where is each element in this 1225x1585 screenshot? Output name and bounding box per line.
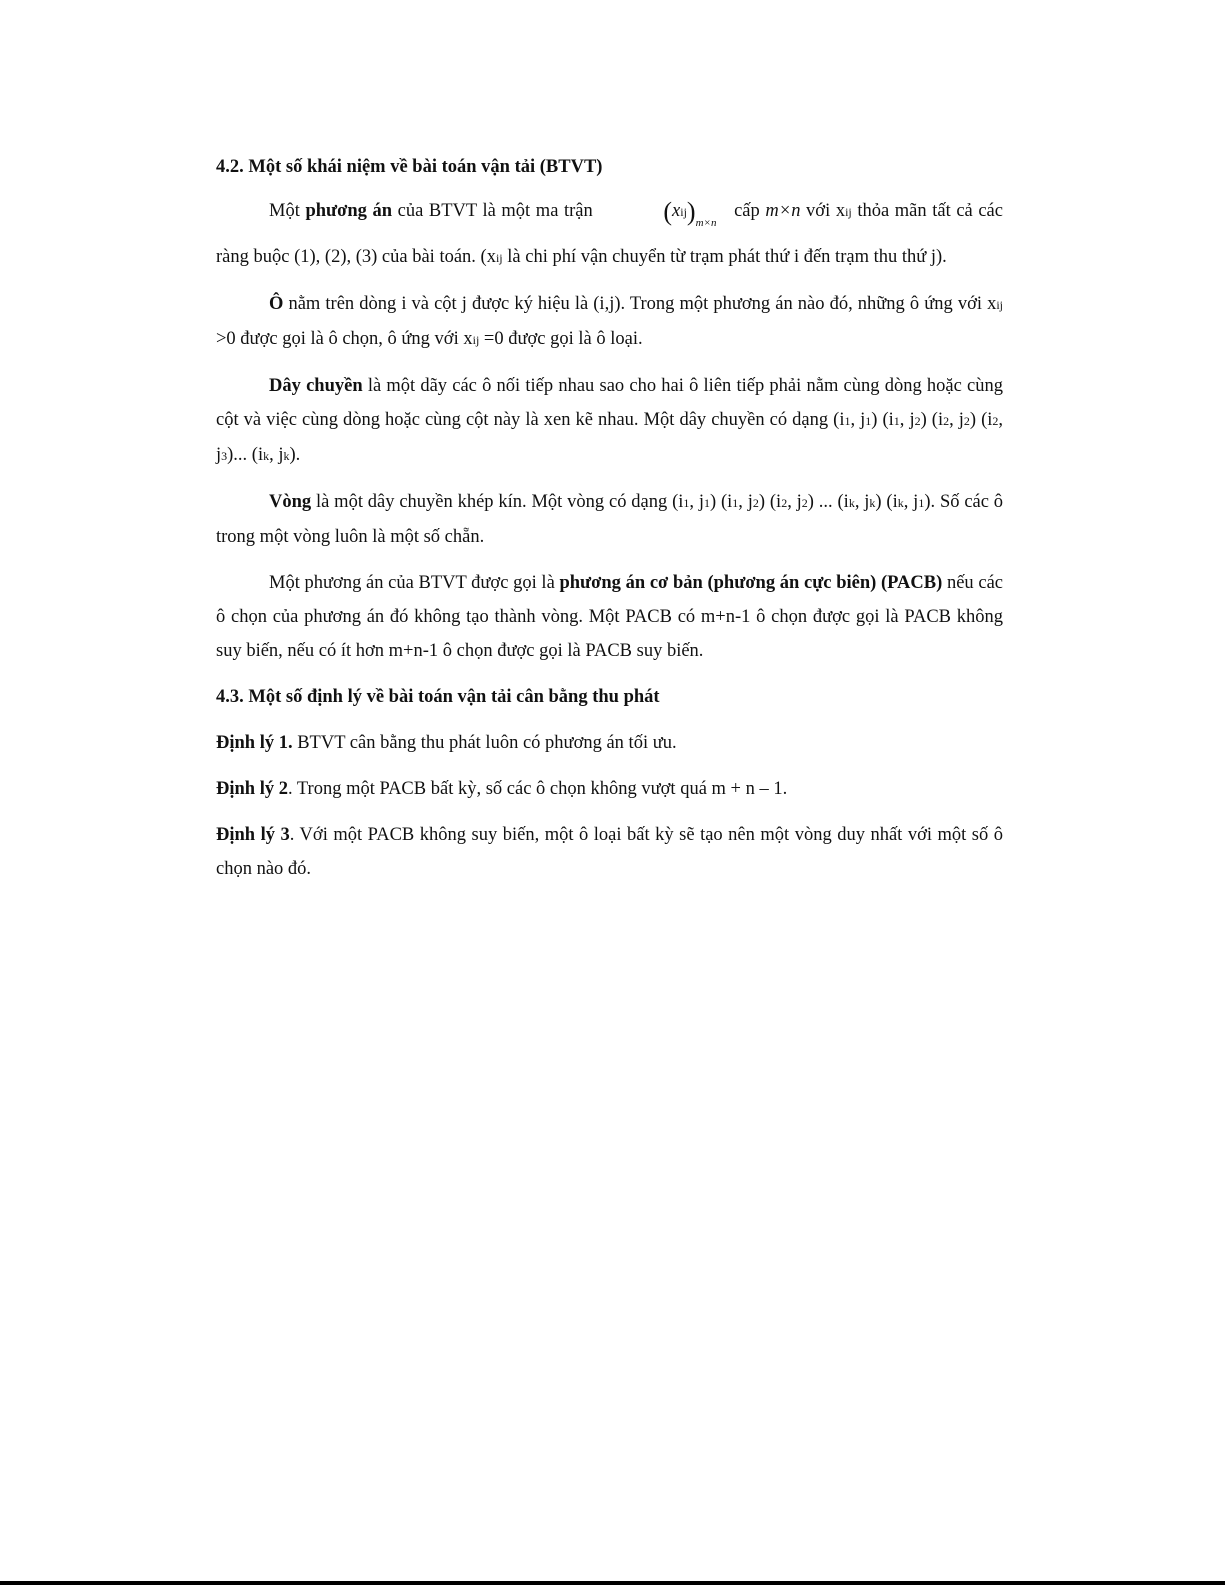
text: , j: [738, 492, 753, 512]
matrix-formula: $(xij)_{m\times n}$: [663, 197, 717, 229]
text: =0 được gọi là ô loại.: [479, 329, 643, 349]
theorem-1: [216, 726, 1003, 760]
text: , j: [787, 492, 802, 512]
theorem-3-text: . Với một PACB không suy biến, một ô loại bất kỳ sẽ tạo nên một vòng duy nhất với một số ô chọn nào đó.: [216, 825, 1004, 879]
subscript: k: [897, 496, 904, 510]
text: )... (i: [227, 445, 264, 465]
subscript: 2: [781, 496, 788, 510]
text: Một phương án của BTVT được gọi là: [269, 573, 560, 593]
text: , j: [899, 410, 915, 430]
text: nằm trên dòng i và cột j được ký hiệu là (i,j). Trong một phương án nào đó, những ô ứng với x: [283, 294, 997, 314]
theorem-3-label: Định lý 3: [216, 825, 290, 845]
text: ) (i: [969, 410, 993, 430]
theorem-3: [216, 818, 1003, 886]
text: thỏa mãn tất cả các ràng buộc (1), (2), (3) của bài toán. (x: [216, 201, 1003, 267]
text: nếu các ô chọn của phương án đó không tạo thành vòng. Một PACB có m+n-1 ô chọn được gọi là PACB không suy biến, nếu có ít hơn m+n-1 ô chọn được gọi là PACB suy biến.: [216, 573, 1003, 661]
text: ) (i: [920, 410, 944, 430]
subscript: 1: [732, 496, 739, 510]
paragraph-phuong-an: [216, 194, 1003, 275]
paragraph-vong: [216, 485, 1003, 554]
subscript: 2: [914, 414, 921, 428]
subscript: 1: [683, 496, 690, 510]
subscript: 1: [865, 414, 872, 428]
matrix-variable: x: [672, 201, 681, 221]
theorem-2: [216, 772, 1003, 806]
text: ) (i: [871, 410, 894, 430]
text: ) (i: [758, 492, 782, 512]
text: là một dãy các ô nối tiếp nhau sao cho hai ô liên tiếp phải nằm cùng dòng hoặc cùng cột và việc cùng dòng hoặc cùng cột này là xen kẽ nhau. Một dây chuyền có dạng (i: [216, 376, 1003, 430]
term-vong: Vòng: [269, 492, 312, 512]
text: với x: [800, 201, 846, 221]
term-pacb: phương án cơ bản (phương án cực biên) (PACB): [559, 573, 943, 593]
matrix-dimension: m×n: [695, 217, 717, 229]
text: cấp: [728, 201, 766, 221]
text: ) ... (i: [807, 492, 849, 512]
subscript: 3: [221, 449, 228, 463]
subscript: 2: [801, 496, 808, 510]
text: là chi phí vận chuyển từ trạm phát thứ i đến trạm thu thứ j).: [502, 247, 947, 267]
subscript: 2: [992, 414, 999, 428]
subscript: k: [263, 449, 270, 463]
text: , j: [269, 445, 284, 465]
matrix-subscript: ij: [680, 205, 687, 219]
subscript: k: [869, 496, 876, 510]
subscript: 2: [752, 496, 759, 510]
term-day-chuyen: Dây chuyền: [269, 376, 363, 396]
page-content: [216, 150, 1003, 886]
paragraph-o: [216, 287, 1003, 357]
text: , j: [850, 410, 866, 430]
paragraph-day-chuyen: [216, 369, 1003, 473]
subscript: ij: [996, 298, 1003, 312]
text: là một dây chuyền khép kín. Một vòng có dạng (i: [311, 492, 684, 512]
page-bottom-border: [0, 1581, 1225, 1585]
subscript: 2: [943, 414, 950, 428]
text: Một: [269, 201, 306, 221]
text: , j: [949, 410, 964, 430]
text: , j: [216, 410, 1004, 465]
text: ) (i: [709, 492, 733, 512]
text: , j: [689, 492, 704, 512]
subscript: 1: [703, 496, 710, 510]
section-4-3-heading: 4.3. Một số định lý về bài toán vận tải cân bằng thu phát: [216, 687, 660, 707]
paragraph-pacb: [216, 566, 1003, 668]
subscript: 1: [893, 414, 900, 428]
text: , j: [854, 492, 870, 512]
dimension-formula: m×n: [765, 201, 801, 221]
subscript: k: [283, 449, 290, 463]
subscript: k: [848, 496, 855, 510]
term-o: Ô: [269, 294, 284, 314]
text: ). Số các ô trong một vòng luôn là một số chẵn.: [216, 492, 1004, 547]
term-phuong-an: phương án: [305, 201, 393, 221]
theorem-2-label: Định lý 2: [216, 779, 288, 799]
text: , j: [903, 492, 919, 512]
subscript: ij: [845, 205, 852, 219]
text: ).: [289, 445, 301, 465]
subscript: 1: [844, 414, 851, 428]
text: ) (i: [875, 492, 898, 512]
theorem-1-label: Định lý 1.: [216, 733, 293, 753]
subscript: ij: [495, 251, 503, 265]
theorem-1-text: BTVT cân bằng thu phát luôn có phương án tối ưu.: [292, 733, 677, 753]
theorem-2-text: . Trong một PACB bất kỳ, số các ô chọn không vượt quá m + n – 1.: [287, 779, 788, 799]
section-4-2-heading: 4.2. Một số khái niệm về bài toán vận tải (BTVT): [216, 157, 603, 177]
subscript: 1: [918, 496, 925, 510]
text: >0 được gọi là ô chọn, ô ứng với x: [216, 329, 473, 349]
text: của BTVT là một ma trận: [392, 201, 599, 221]
subscript: ij: [472, 333, 480, 347]
subscript: 2: [963, 414, 970, 428]
